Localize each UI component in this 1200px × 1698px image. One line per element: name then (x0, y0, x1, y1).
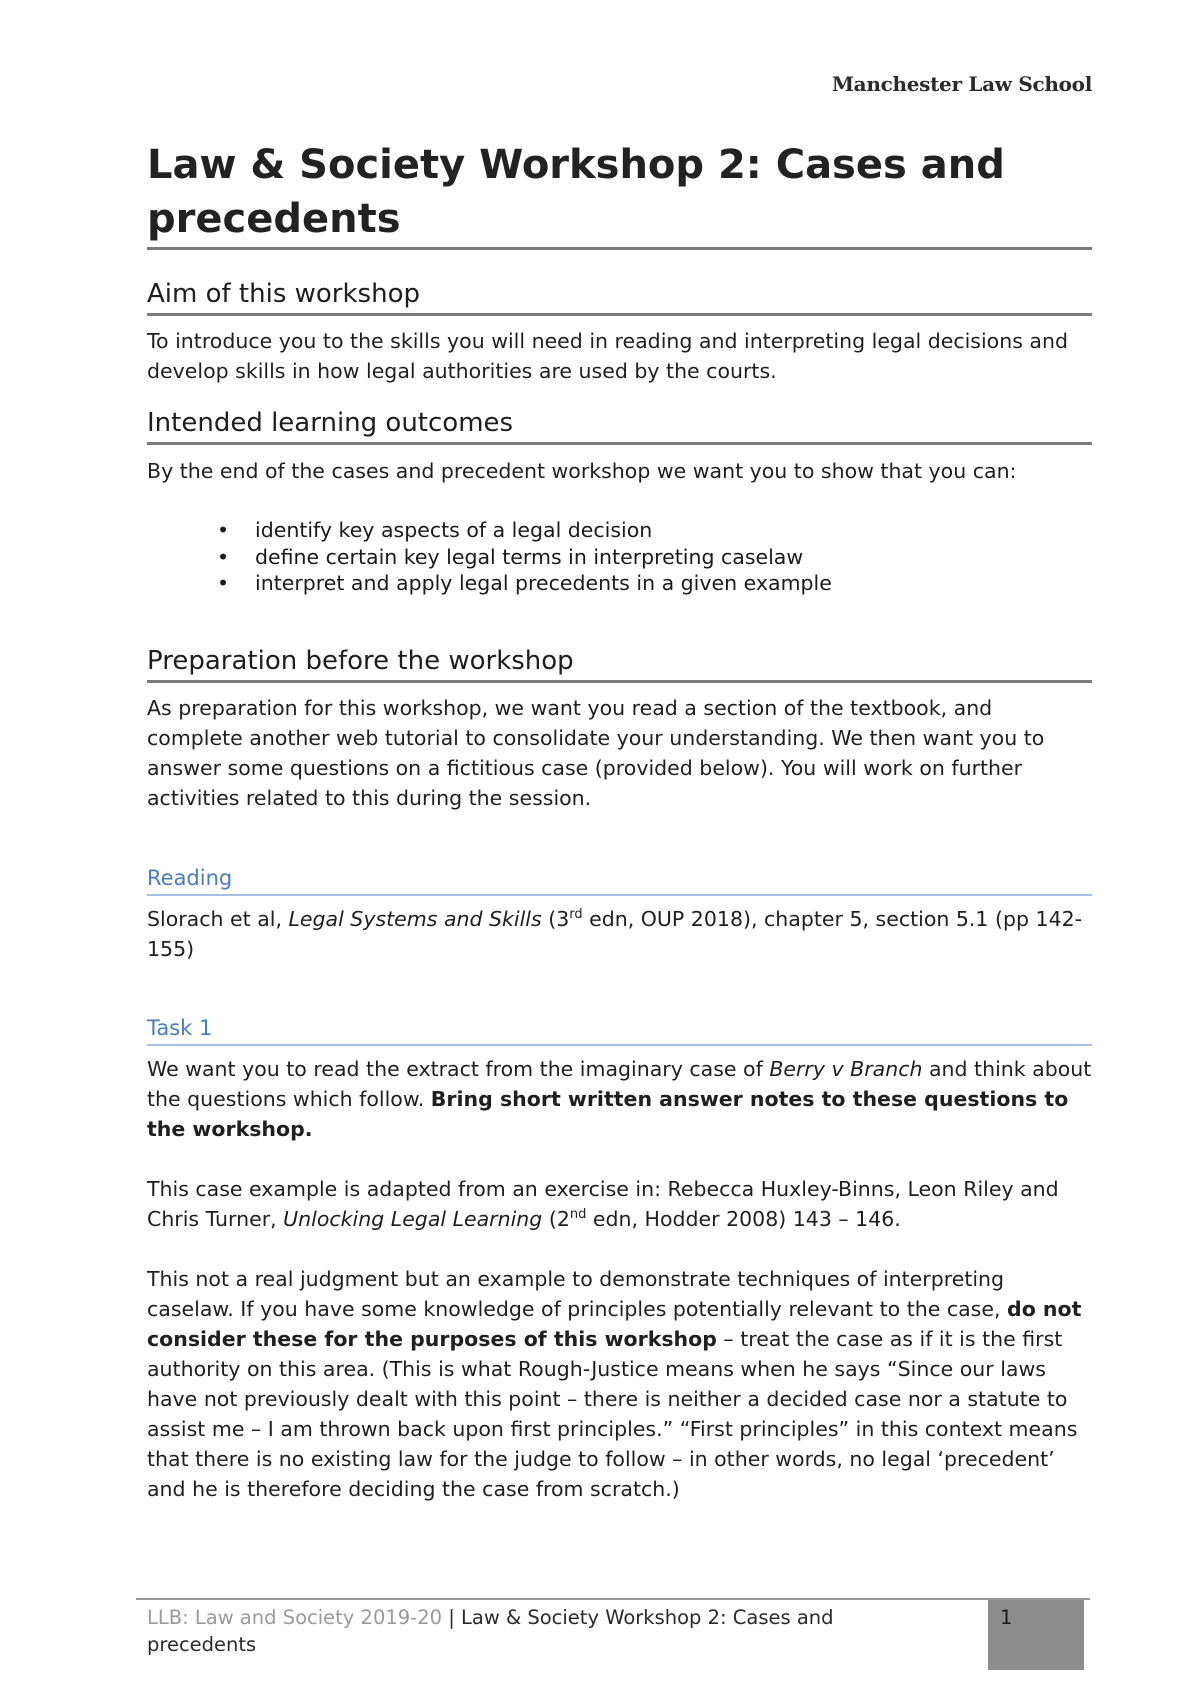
aim-heading: Aim of this workshop (147, 279, 420, 309)
outcomes-rule (147, 442, 1092, 445)
task1-rule (147, 1044, 1092, 1046)
outcomes-intro: By the end of the cases and precedent workshop we want you to show that you can: (147, 459, 1017, 483)
book-title: Legal Systems and Skills (288, 907, 542, 931)
task1-heading: Task 1 (147, 1016, 213, 1040)
page-title: Law & Society Workshop 2: Cases and precedents (147, 142, 1005, 242)
footer-doc-title: Law & Society Workshop 2: Cases and precedents (147, 1606, 834, 1656)
task1-paragraph-3: This not a real judgment but an example to demonstrate techniques of interpreting caselaw. If you have some knowledge of principles potentially relevant to the case, do not consider these for the purposes of this workshop – treat the case as if it is the first authority on this area. (This is what Rough-Justice means when he says “Since our laws have not previously dealt with this point – there is neither a decided case nor a statute to assist me – I am thrown back upon first principles.” “First principles” in this context means that there is no existing law for the judge to follow – in other words, no legal ‘precedent’ and he is therefore deciding the case from scratch.) (147, 1267, 1082, 1501)
footer: LLB: Law and Society 2019-20 | Law & Society Workshop 2: Cases and precedents (147, 1606, 834, 1656)
list-item: • interpret and apply legal precedents in a given example (147, 570, 1047, 597)
footer-course: LLB: Law and Society 2019-20 (147, 1606, 443, 1629)
preparation-rule (147, 680, 1092, 683)
aim-rule (147, 313, 1092, 316)
reading-heading: Reading (147, 866, 233, 890)
title-rule (147, 247, 1092, 250)
list-item: • identify key aspects of a legal decision (147, 517, 1047, 544)
list-item: • define certain key legal terms in interpreting caselaw (147, 544, 1047, 571)
preparation-heading: Preparation before the workshop (147, 646, 574, 676)
preparation-text: As preparation for this workshop, we want you read a section of the textbook, and complete another web tutorial to consolidate your understanding. We then want you to answer some questions on a fictitious case (provided below). You will work on further activities related to this during the session. (147, 696, 1045, 810)
task1-paragraph-2: This case example is adapted from an exercise in: Rebecca Huxley-Binns, Leon Riley and Chris Turner, Unlocking Legal Learning (2nd edn, Hodder 2008) 143 – 146. (147, 1177, 1059, 1231)
task1-paragraph-1: We want you to read the extract from the imaginary case of Berry v Branch and think about the questions which follow. Bring short written answer notes to these questions to the workshop. (147, 1057, 1092, 1141)
footer-rule (136, 1598, 1090, 1600)
outcomes-heading: Intended learning outcomes (147, 408, 514, 438)
reading-text: Slorach et al, Legal Systems and Skills (3rd edn, OUP 2018), chapter 5, section 5.1 (pp 142- 155) (147, 907, 1083, 961)
aim-text: To introduce you to the skills you will need in reading and interpreting legal decisions and develop skills in how legal authorities are used by the courts. (147, 329, 1068, 383)
manchester-law-school-logo: Manchester Law School (831, 72, 1092, 96)
reading-rule (147, 894, 1092, 896)
outcomes-list (147, 517, 1047, 597)
page-number: 1 (1000, 1606, 1013, 1629)
